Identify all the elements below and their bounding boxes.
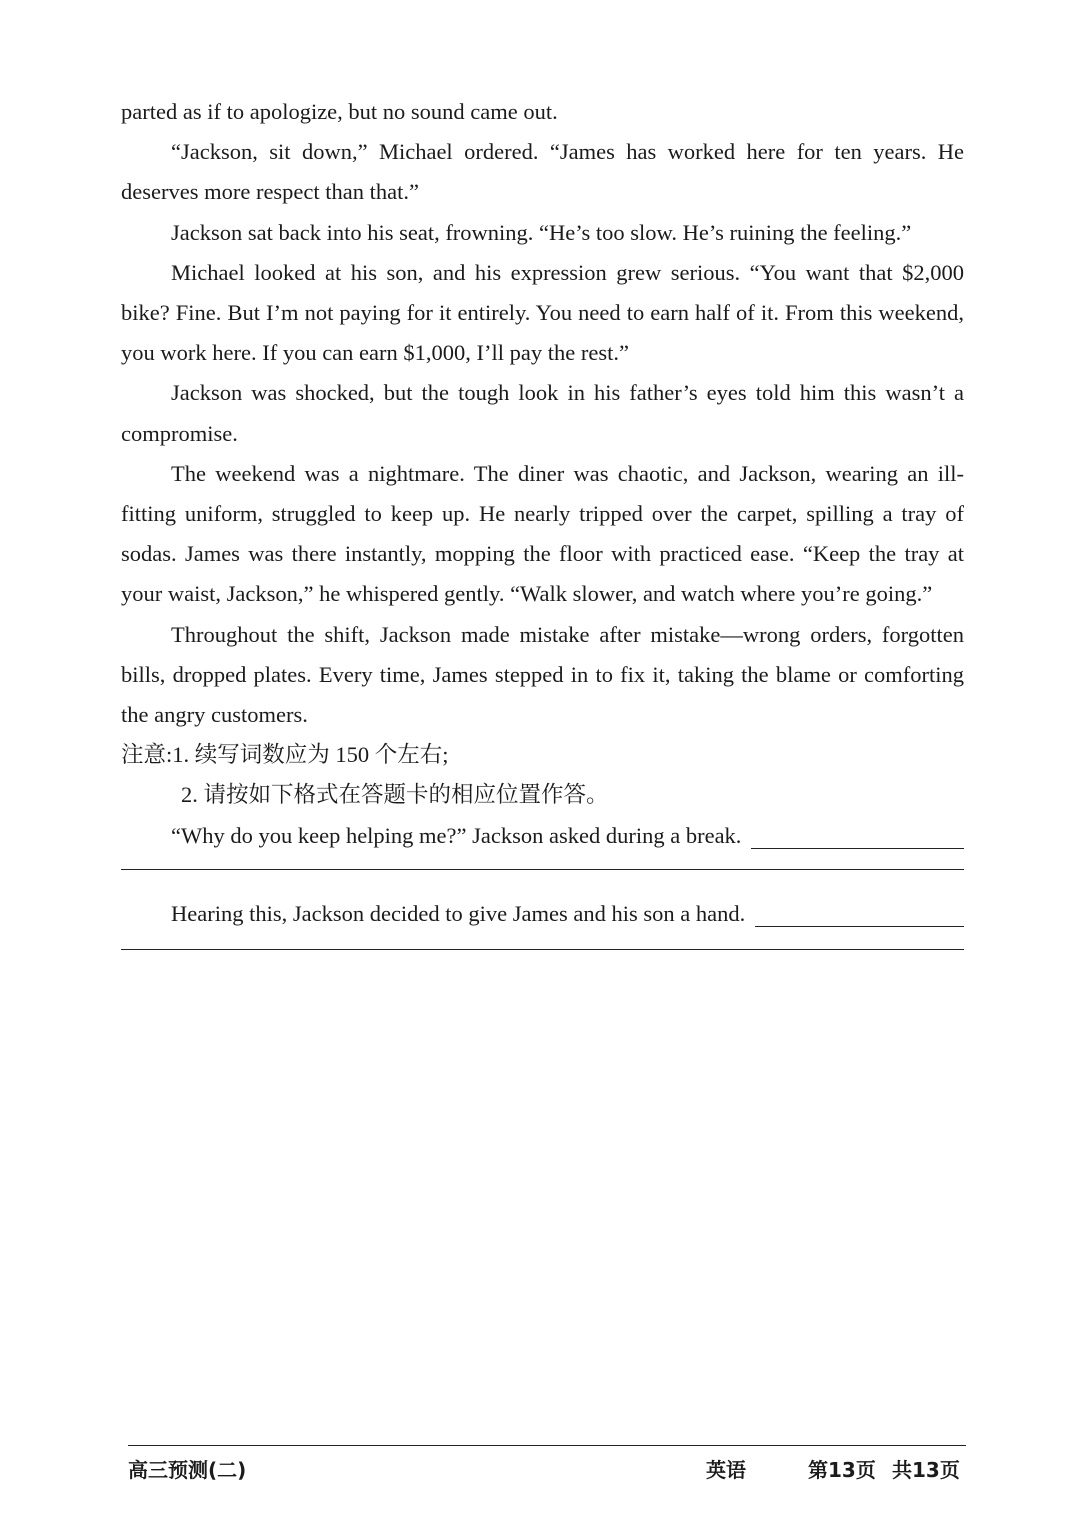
instructions <box>121 735 964 815</box>
page-total: 共13页 <box>892 1458 960 1482</box>
answer-blank-2[interactable] <box>755 925 964 927</box>
paragraph-1: parted as if to apologize, but no sound came out. <box>121 99 558 124</box>
instruction-1: 注意:1. 续写词数应为 150 个左右; <box>121 742 449 768</box>
paragraph-5: Jackson was shocked, but the tough look in his father’s eyes told him this wasn’t a compromise. <box>121 380 964 446</box>
passage-body <box>121 92 964 974</box>
answer-line-1[interactable] <box>121 869 964 870</box>
continuation-prompt-1 <box>121 816 964 856</box>
paragraph-3: Jackson sat back into his seat, frowning. “He’s too slow. He’s ruining the feeling.” <box>171 219 912 245</box>
prompt-1-text: “Why do you keep helping me?” Jackson asked during a break. <box>171 822 742 848</box>
instruction-2: 2. 请按如下格式在答题卡的相应位置作答。 <box>181 782 609 808</box>
footer-divider <box>128 1445 966 1446</box>
subject-label: 英语 <box>706 1458 746 1482</box>
answer-blank-1[interactable] <box>751 847 964 849</box>
prompt-2-text: Hearing this, Jackson decided to give James and his son a hand. <box>171 900 746 926</box>
exam-title: 高三预测(二) <box>128 1458 247 1482</box>
paragraph-4: Michael looked at his son, and his expression grew serious. “You want that $2,000 bike? Fine. But I’m not paying for it entirely. You need to earn half of it. From this weekend, you work here. If you can earn $1,000, I’ll pay the rest.” <box>121 259 964 366</box>
paragraph-2: “Jackson, sit down,” Michael ordered. “James has worked here for ten years. He deserves more respect than that.” <box>121 139 964 205</box>
paragraph-6: The weekend was a nightmare. The diner was chaotic, and Jackson, wearing an ill-fitting uniform, struggled to keep up. He nearly tripped over the carpet, spilling a tray of sodas. James was there instantly, mopping the floor with practiced ease. “Keep the tray at your waist, Jackson,” he whispered gently. “Walk slower, and watch where you’re going.” <box>121 460 964 607</box>
answer-line-2[interactable] <box>121 949 964 950</box>
page-number: 第13页 <box>808 1458 876 1482</box>
paragraph-7: Throughout the shift, Jackson made mistake after mistake—wrong orders, forgotten bills, dropped plates. Every time, James stepped in to fix it, taking the blame or comforting the angry customers. <box>121 621 964 728</box>
continuation-prompt-2 <box>121 894 964 934</box>
